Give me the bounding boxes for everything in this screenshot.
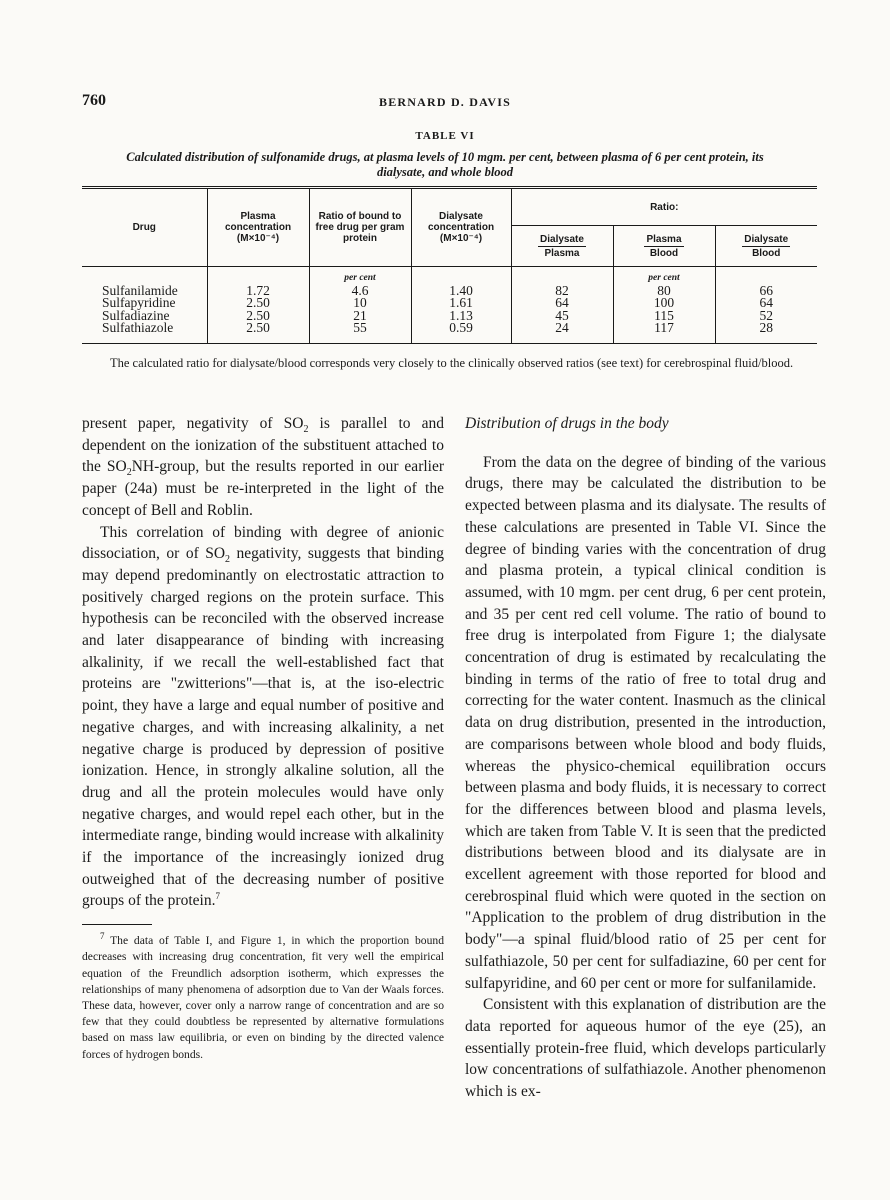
cell-bound: 4.6 bbox=[309, 285, 411, 298]
right-column bbox=[465, 413, 826, 1103]
cell-dialysate: 1.61 bbox=[411, 297, 511, 310]
cell-bound: 21 bbox=[309, 310, 411, 323]
header-ratio-group: Ratio: bbox=[511, 188, 817, 226]
page-number: 760 bbox=[82, 92, 106, 109]
cell-plasma: 2.50 bbox=[207, 322, 309, 343]
footnote-reference[interactable]: 7 bbox=[215, 891, 220, 902]
header-dialysate-concentration: Dialysate concentration (M×10⁻⁴) bbox=[411, 188, 511, 267]
header-drug: Drug bbox=[82, 188, 207, 267]
cell-dialysate: 1.40 bbox=[411, 285, 511, 298]
paragraph: present paper, negativity of $SO_2$ is parallel to and dependent on the ionization of the substituent attached to the $SO_2NH$-group, but the results reported in our earlier paper (24a) must be re-interpreted in the light of the concept of Bell and Roblin. bbox=[82, 415, 445, 519]
cell-dialysate: 0.59 bbox=[411, 322, 511, 343]
cell-ratio-2: 80 bbox=[613, 285, 715, 298]
cell-ratio-1: 24 bbox=[511, 322, 613, 343]
header-ratio-plasma-blood bbox=[613, 226, 715, 267]
section-heading: Distribution of drugs in the body bbox=[465, 415, 669, 432]
cell-ratio-2: 115 bbox=[613, 310, 715, 323]
cell-bound: 55 bbox=[309, 322, 411, 343]
unit-bound-ratio: per cent bbox=[309, 267, 411, 285]
ratio-denominator: Blood bbox=[752, 247, 781, 259]
table-note: The calculated ratio for dialysate/blood corresponds very closely to the clinically observed ratios (see text) for cerebrospinal fluid/blood. bbox=[110, 356, 794, 370]
cell-ratio-1: 82 bbox=[511, 285, 613, 298]
ratio-denominator: Blood bbox=[649, 247, 679, 259]
header-ratio-dialysate-plasma bbox=[511, 226, 613, 267]
cell-drug: Sulfapyridine bbox=[82, 297, 207, 310]
footnote-marker: 7 bbox=[100, 931, 105, 942]
table-caption: Calculated distribution of sulfonamide drugs, at plasma levels of 10 mgm. per cent, between plasma of 6 per cent protein, its dialysate, and whole blood bbox=[126, 150, 764, 179]
cell-dialysate: 1.13 bbox=[411, 310, 511, 323]
cell-drug: Sulfadiazine bbox=[82, 310, 207, 323]
table-row bbox=[82, 322, 817, 343]
paragraph: From the data on the degree of binding of the various drugs, there may be calculated the distribution to be expected between plasma and its dialysate. The results of these calculations are presented in Table VI. Since the degree of binding varies with the concentration of drug and plasma protein, a typical clinical condition is assumed, with 10 mgm. per cent drug, 6 per cent protein, and 35 per cent red cell volume. The ratio of bound to free drug is interpolated from Figure 1; the dialysate concentration of drug is estimated by recalculating the binding in terms of the ratio of free to total drug and correcting for the water content. Inasmuch as the clinical data on drug distribution, presented in the introduction, are comparisons between whole blood and body fluids, whereas the physico-chemical equilibration occurs between plasma and body fluids, it is necessary to correct for the differences between blood and plasma levels, which are taken from Table V. It is seen that the predicted distributions between blood and its dialysate are in excellent agreement with those reported for blood and cerebrospinal fluid which were quoted in the section on "Application to the problem of drug distribution in the body"—a spinal fluid/blood ratio of 25 per cent for sulfathiazole, 50 per cent for sulfadiazine, 60 per cent for sulfapyridine, and 60 per cent or more for sulfanilamide. bbox=[465, 453, 826, 992]
header-ratio-dialysate-blood bbox=[715, 226, 817, 267]
cell-ratio-1: 64 bbox=[511, 297, 613, 310]
table-label: TABLE VI bbox=[415, 130, 475, 142]
unit-ratios: per cent bbox=[613, 267, 715, 285]
footnote-rule bbox=[82, 924, 152, 925]
cell-ratio-3: 66 bbox=[759, 282, 773, 298]
footnote: $^7$ The data of Table I, and Figure 1, in which the proportion bound decreases with increasing drug concentration, fit very well the empirical equation of the Freundlich adsorption isotherm, which expresses the relationships of many phenomena of adsorption due to Van der Waals forces. These data, however, cover only a narrow range of concentration and are so few that they could doubtless be represented by alternative formulations based on mass law equilibria, or even on binding by the directed valence forces of hydrogen bonds. bbox=[82, 931, 444, 1061]
running-head-author: BERNARD D. DAVIS bbox=[379, 95, 511, 109]
paragraph: This correlation of binding with degree of anionic dissociation, or of $SO_2$ negativity, suggests that binding may depend predominantly on electrostatic attraction to positively charged regions on the protein surface. This hypothesis can be reconciled with the observed increase and later disappearance of binding with increasing alkalinity, if we recall the well-established fact that proteins are "zwitterions"—that is, at the iso-electric point, they have a large and equal number of positive and negative charges, and with increasing alkalinity, a net negative charge is produced by depression of positive ionization. Hence, in strongly alkaline solution, all the drug and all the protein molecules would have only negative charges, and would repel each other, but in the intermediate range, binding would increase with alkalinity if the importance of the increasingly ionized drug outweighed that of the decreasing number of positive groups of the protein.$^7$ bbox=[82, 523, 445, 910]
cell-plasma: 2.50 bbox=[207, 297, 309, 310]
cell-bound: 10 bbox=[309, 297, 411, 310]
cell-plasma: 1.72 bbox=[207, 285, 309, 298]
data-table bbox=[82, 186, 817, 344]
cell-drug: Sulfanilamide bbox=[82, 285, 207, 298]
header-plasma-concentration: Plasma concentration (M×10⁻⁴) bbox=[207, 188, 309, 267]
cell-ratio-2: 100 bbox=[613, 297, 715, 310]
left-column bbox=[82, 413, 444, 1063]
ratio-numerator: Dialysate bbox=[744, 233, 789, 245]
units-row bbox=[82, 267, 817, 285]
cell-ratio-3: 64 bbox=[759, 295, 773, 310]
cell-ratio-2: 117 bbox=[613, 322, 715, 343]
cell-plasma: 2.50 bbox=[207, 310, 309, 323]
ratio-numerator: Plasma bbox=[646, 233, 682, 245]
header-bound-ratio: Ratio of bound to free drug per gram protein bbox=[309, 188, 411, 267]
cell-ratio-3: 28 bbox=[759, 320, 773, 335]
paragraph: Consistent with this explanation of distribution are the data reported for aqueous humor of the eye (25), an essentially protein-free fluid, which develops particularly low concentrations of sulfathiazole. Another phenomenon which is ex- bbox=[465, 996, 826, 1101]
cell-ratio-1: 45 bbox=[511, 310, 613, 323]
cell-drug: Sulfathiazole bbox=[82, 322, 207, 343]
cell-ratio-3: 52 bbox=[759, 307, 773, 323]
ratio-denominator: Plasma bbox=[544, 247, 580, 259]
ratio-numerator: Dialysate bbox=[540, 233, 584, 245]
